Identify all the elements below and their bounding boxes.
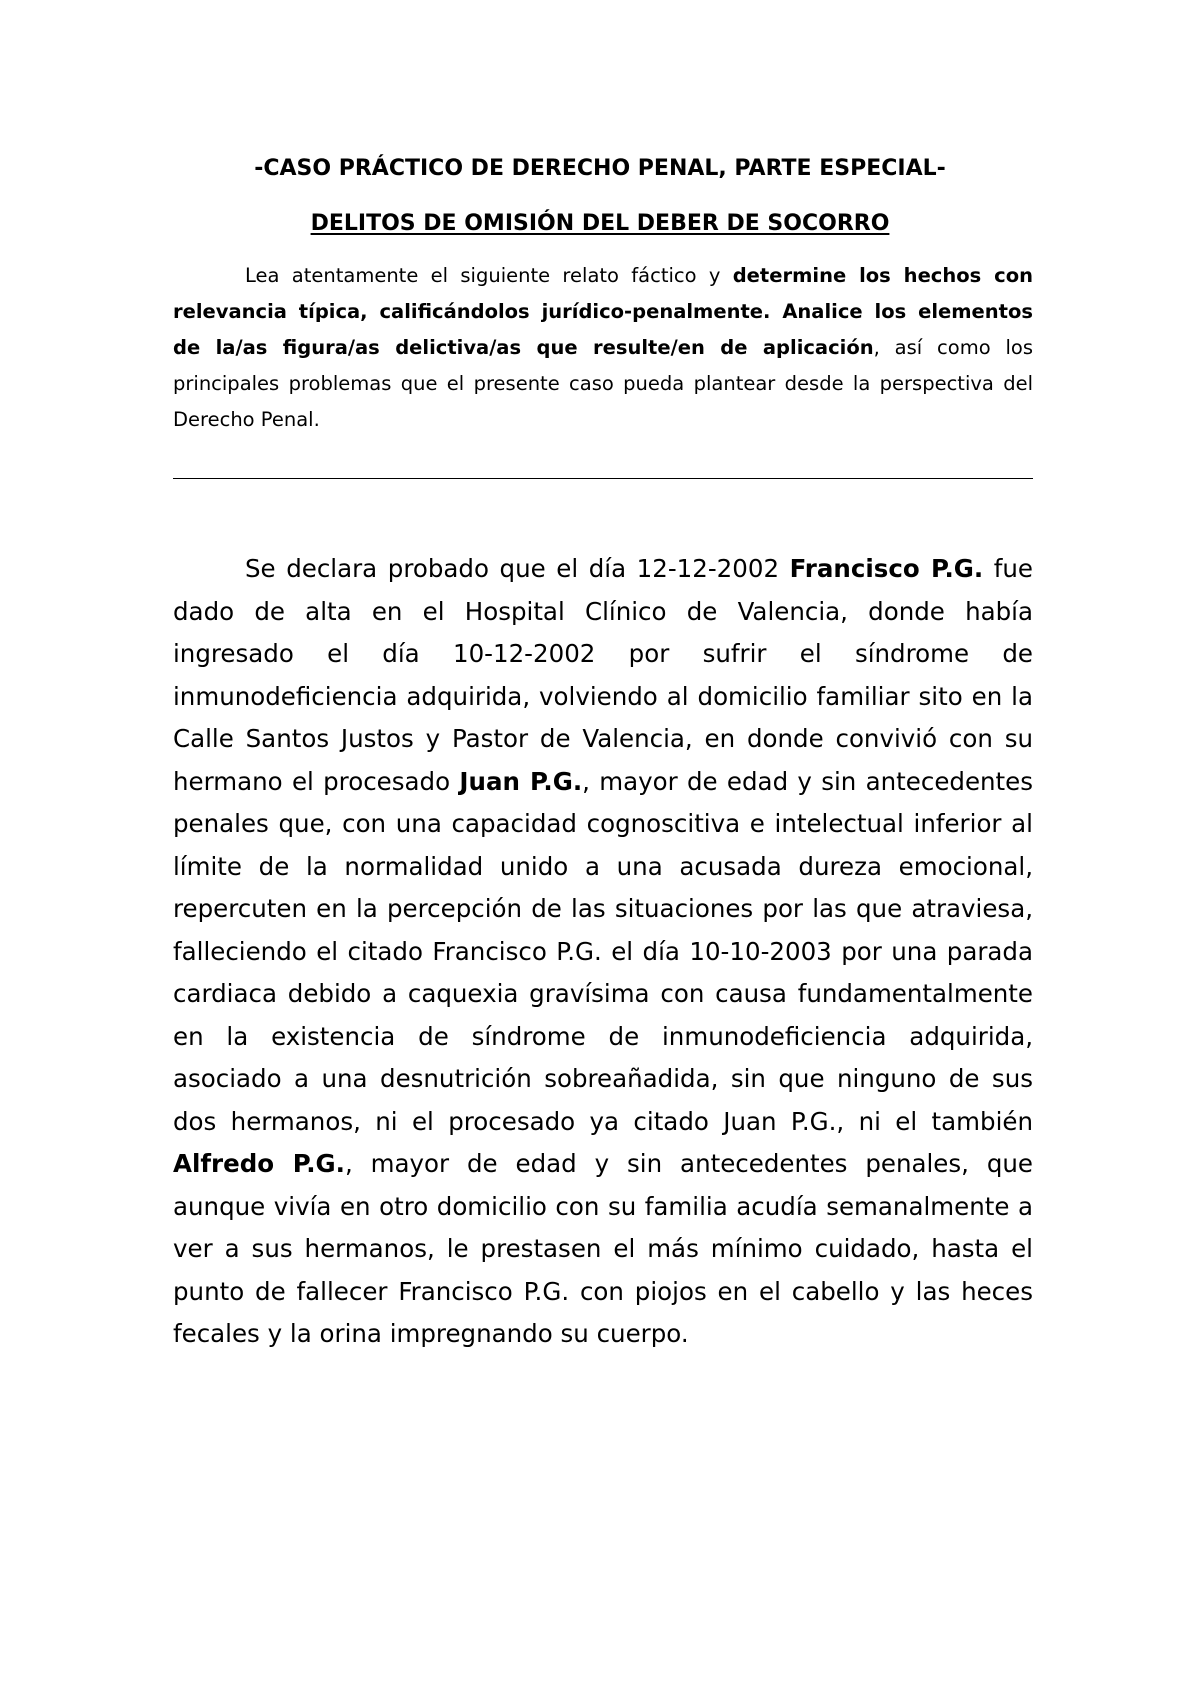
document-subtitle: DELITOS DE OMISIÓN DEL DEBER DE SOCORRO [310,211,890,236]
narrative-text: Se declara probado que el día 12-12-2002 [245,554,790,583]
section-divider [173,478,1033,479]
name-alfredo: Alfredo P.G. [173,1149,345,1178]
narrative-text: fue dado de alta en el Hospital Clínico de Valencia, donde había ingresado el día 10-12-2002 por sufrir el síndrome de inmunodeficiencia adquirida, volviendo al domicilio familiar sito en la Calle Santos Justos y Pastor de Valencia, en donde convivió con su hermano el procesado [173,554,1034,796]
name-juan: Juan P.G. [459,766,583,796]
name-francisco: Francisco P.G. [789,554,984,583]
narrative-text: , mayor de edad y sin antecedentes penales que, con una capacidad cognoscitiva e intelectual inferior al límite de la normalidad unido a una acusada dureza emocional, repercuten en la percepción de las situaciones por las que atraviesa, falleciendo el citado Francisco P.G. el día 10-10-2003 por una parada cardiaca debido a caquexia gravísima con causa fundamentalmente en la existencia de síndrome de inmunodeficiencia adquirida, asociado a una desnutrición sobreañadida, sin que ninguno de sus dos hermanos, ni el procesado ya citado Juan P.G., ni el también [173,766,1033,1136]
narrative-text: , mayor de edad y sin antecedentes penales, que aunque vivía en otro domicilio con su familia acudía semanalmente a ver a sus hermanos, le prestasen el más mínimo cuidado, hasta el punto de fallecer Francisco P.G. con piojos en el cabello y las heces fecales y la orina impregnando su cuerpo. [173,1149,1033,1348]
instructions-intro: Lea atentamente el siguiente relato fáctico y [245,264,733,287]
instructions-bold-text: determine los hechos con relevancia típica, calificándolos jurídico-penalmente. Analice los elementos de la/as figura/as delictiva/as que resulte/en de aplicación [173,264,1033,359]
document-title: -CASO PRÁCTICO DE DERECHO PENAL, PARTE ESPECIAL- [254,156,946,181]
narrative-paragraph [173,548,1033,1356]
instructions-paragraph [173,258,1033,438]
instructions-outro: , así como los principales problemas que el presente caso pueda plantear desde la perspectiva del Derecho Penal. [173,336,1033,431]
